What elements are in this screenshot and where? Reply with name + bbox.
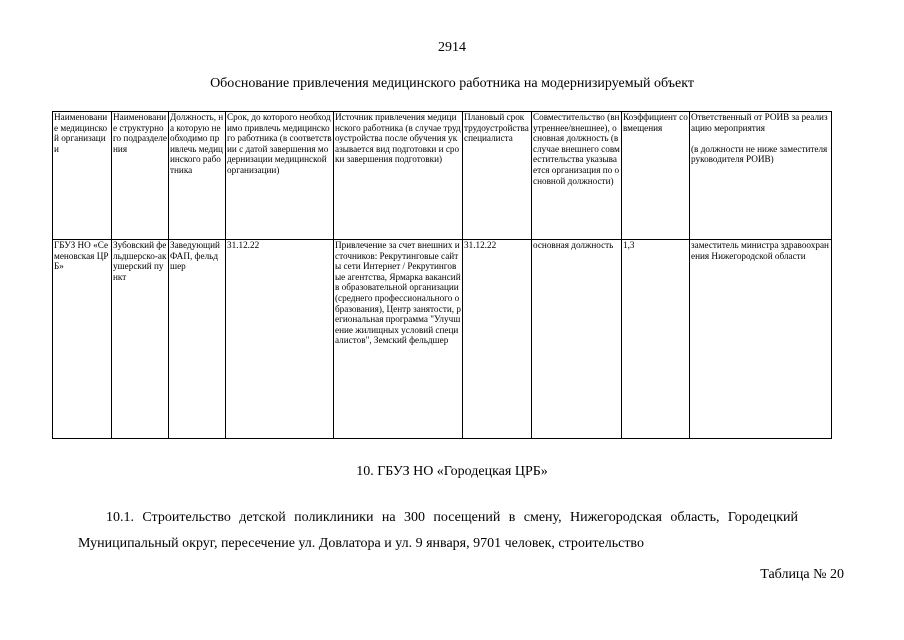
header-cell: Плановый срок трудоустройства специалиста [463, 112, 532, 240]
staffing-table [52, 111, 832, 439]
section-paragraph: 10.1. Строительство детской поликлиники на 300 посещений в смену, Нижегородская область, Городецкий Муниципальный округ, пересечение ул. Довлатора и ул. 9 января, 9701 человек, строительство [78, 510, 798, 551]
header-cell: Наименование структурного подразделения [112, 112, 169, 240]
table-header-row [53, 112, 832, 240]
table-cell: Зубовский фельдшерско-акушерский пункт [112, 240, 169, 439]
table-caption: Таблица № 20 [760, 567, 844, 582]
table-cell: 31.12.22 [463, 240, 532, 439]
table-cell: ГБУЗ НО «Семеновская ЦРБ» [53, 240, 112, 439]
page-number: 2914 [438, 40, 466, 55]
header-cell: Совместительство (внутреннее/внешнее), основная должность (в случае внешнего совместительства указывается организация по основной должности) [532, 112, 622, 240]
table-cell: Привлечение за счет внешних источников: Рекрутинговые сайты сети Интернет / Рекрутинговые агентства, Ярмарка вакансий в образовательной организации (среднего профессионального образования), Центр занятости, региональная программа "Улучшение жилищных условий специалистов", Земский фельдшер [334, 240, 463, 439]
table-cell: 1,3 [622, 240, 690, 439]
header-cell: Ответственный от РОИВ за реализацию мероприятия (в должности не ниже заместителя руководителя РОИВ) [690, 112, 832, 240]
header-cell: Срок, до которого необходимо привлечь медицинского работника (в соответствии с датой завершения модернизации медицинской организации) [226, 112, 334, 240]
header-cell: Коэффициент совмещения [622, 112, 690, 240]
table-cell: заместитель министра здравоохранения Нижегородской области [690, 240, 832, 439]
table-cell: Заведующий ФАП, фельдшер [169, 240, 226, 439]
table-row [53, 240, 832, 439]
header-cell: Наименование медицинской организации [53, 112, 112, 240]
header-cell: Источник привлечения медицинского работника (в случае трудоустройства после обучения указывается вид подготовки и сроки завершения подготовки) [334, 112, 463, 240]
document-title: Обоснование привлечения медицинского работника на модернизируемый объект [210, 76, 694, 91]
table-cell: основная должность [532, 240, 622, 439]
header-cell: Должность, на которую необходимо привлечь медицинского работника [169, 112, 226, 240]
table-cell: 31.12.22 [226, 240, 334, 439]
section-heading: 10. ГБУЗ НО «Городецкая ЦРБ» [356, 464, 548, 479]
